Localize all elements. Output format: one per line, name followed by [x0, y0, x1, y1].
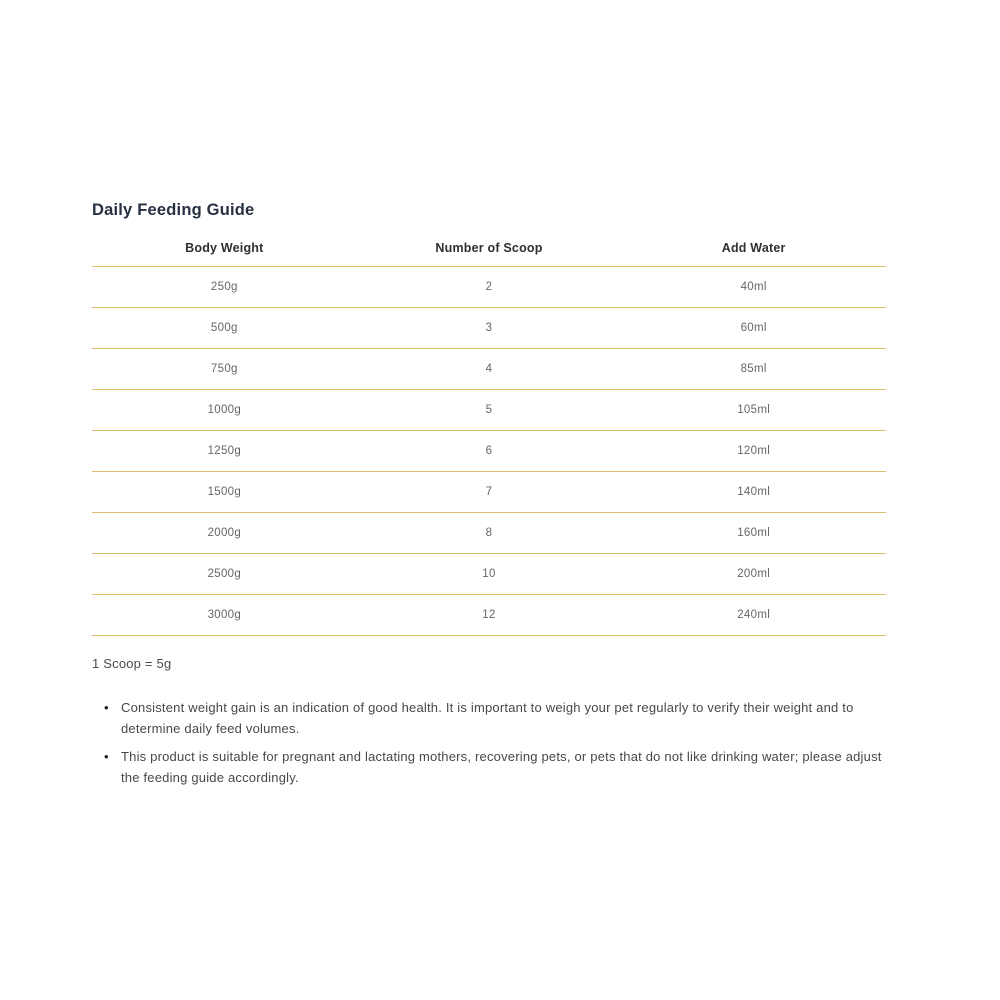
cell-number-of-scoop: 6: [485, 445, 493, 457]
cell-number-of-scoop: 2: [485, 281, 493, 293]
cell-number-of-scoop: 12: [482, 609, 496, 621]
table-row: [92, 553, 886, 594]
feeding-guide-section: [92, 200, 886, 795]
cell-add-water: 40ml: [740, 281, 767, 293]
cell-add-water: 140ml: [737, 486, 771, 498]
cell-body-weight: 1250g: [207, 445, 242, 457]
note-item: • Consistent weight gain is an indication of good health. It is important to weigh your pet regularly to verify their weight and to determine daily feed volumes.: [104, 697, 886, 739]
cell-number-of-scoop: 8: [485, 527, 493, 539]
cell-add-water: 60ml: [740, 322, 767, 334]
cell-body-weight: 2500g: [207, 568, 242, 580]
feeding-notes-list: [92, 697, 886, 788]
column-header-add-water: Add Water: [721, 241, 786, 255]
cell-body-weight: 500g: [210, 322, 238, 334]
cell-add-water: 200ml: [737, 568, 771, 580]
cell-number-of-scoop: 10: [482, 568, 496, 580]
table-row: [92, 348, 886, 389]
cell-number-of-scoop: 3: [485, 322, 493, 334]
table-row: [92, 307, 886, 348]
cell-add-water: 120ml: [737, 445, 771, 457]
cell-body-weight: 1500g: [207, 486, 242, 498]
cell-body-weight: 3000g: [207, 609, 242, 621]
feeding-table: [92, 230, 886, 636]
cell-number-of-scoop: 5: [485, 404, 493, 416]
table-header-row: [92, 230, 886, 266]
table-row: [92, 266, 886, 307]
table-row: [92, 594, 886, 635]
scoop-conversion-note: 1 Scoop = 5g: [92, 656, 172, 671]
note-item: • This product is suitable for pregnant and lactating mothers, recovering pets, or pets that do not like drinking water; please adjust the feeding guide accordingly.: [104, 746, 886, 788]
cell-body-weight: 1000g: [207, 404, 242, 416]
cell-number-of-scoop: 7: [485, 486, 493, 498]
column-header-number-of-scoop: Number of Scoop: [435, 241, 543, 255]
table-row: [92, 471, 886, 512]
cell-body-weight: 250g: [210, 281, 238, 293]
cell-add-water: 240ml: [737, 609, 771, 621]
table-body: [92, 266, 886, 636]
table-row: [92, 430, 886, 471]
cell-add-water: 85ml: [740, 363, 767, 375]
column-header-body-weight: Body Weight: [185, 241, 264, 255]
cell-add-water: 160ml: [737, 527, 771, 539]
section-title: Daily Feeding Guide: [92, 201, 255, 219]
cell-number-of-scoop: 4: [485, 363, 493, 375]
table-row: [92, 512, 886, 553]
cell-body-weight: 2000g: [207, 527, 242, 539]
cell-add-water: 105ml: [737, 404, 771, 416]
cell-body-weight: 750g: [210, 363, 238, 375]
table-row: [92, 389, 886, 430]
